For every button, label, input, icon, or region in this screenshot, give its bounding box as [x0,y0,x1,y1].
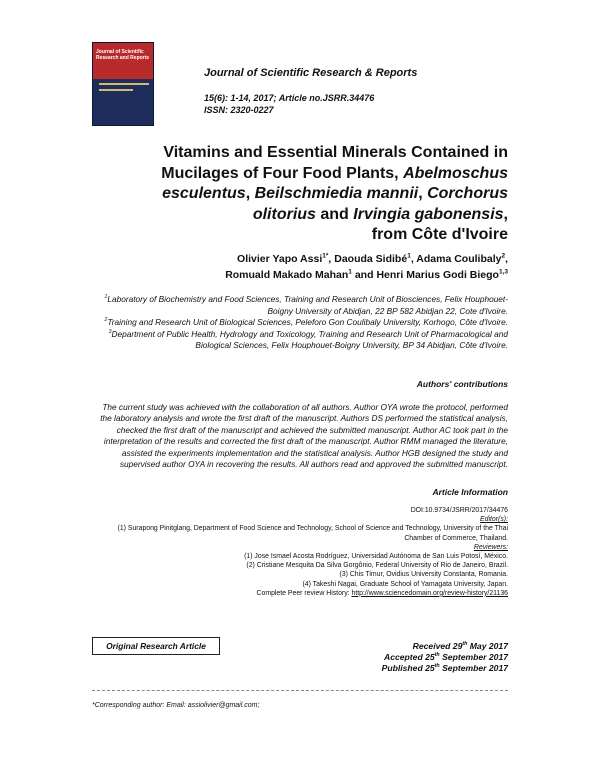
author-name: Romuald Makado Mahan [225,269,349,281]
affiliation [88,317,508,329]
title-line [88,205,508,226]
corresponding-author-footnote: *Corresponding author: Email: assiolivier@gmail.com; [92,702,260,709]
author-list [88,251,508,283]
title-species: olitorius [252,205,316,223]
title-text: , [245,185,255,202]
affiliation-text: Training and Research Unit of Biological Sciences, Peleforo Gon Coulibaly University, Korhogo, Côte d'Ivoire. [107,317,508,328]
accepted-date [300,652,508,663]
article-type-badge: Original Research Article [92,637,220,655]
date-text: Received 29 [412,641,463,651]
title-species: esculentus [162,185,246,202]
review-history [92,589,508,598]
reviewer: (4) Takeshi Nagai, Graduate School of Yamagata University, Japan. [302,580,508,588]
editor-label: Editor(s): [480,516,508,524]
affiliation-text: Laboratory of Biochemistry and Food Sciences, Training and Research Unit of Biosciences, Felix Houphouet-Boigny University of Abidjan, 22 BP 582 Abidjan 22, Cote d'Ivoire. [107,294,508,316]
author-affiliation-mark: 1* [322,252,329,260]
publication-dates [300,641,508,675]
review-history-label: Complete Peer review History: [256,589,352,597]
journal-name: Journal of Scientific Research & Reports [204,67,418,79]
issn: ISSN: 2320-0227 [204,105,274,115]
title-species: Abelmoschus [403,164,508,182]
author-affiliation-mark: 1 [348,268,352,276]
reviewers-label: Reviewers: [473,543,508,551]
author-affiliation-mark: 1 [407,252,411,260]
editor: (1) Surapong Pinitglang, Department of Food Science and Technology, School of Science and Technology, University of the Thai Chamber of Commerce, Thailand. [117,525,508,542]
affiliation-text: Department of Public Health, Hydrology and Toxicology, Training and Research Unit of Pharmacological and Biological Sciences, Felix Houphouet-Boigny University, BP 34 Abidjan, Côte d'Ivoire. [111,328,508,351]
affiliation [88,294,508,317]
title-line: from Côte d'Ivoire [371,226,508,243]
date-ordinal: th [462,641,468,648]
received-date [300,641,508,652]
date-text: Accepted 25 [384,652,435,663]
date-text: May 2017 [467,641,508,651]
published-date [300,663,508,674]
article-info [92,506,508,598]
journal-cover-image [92,42,154,126]
doi: DOI:10.9734/JSRR/2017/34476 [410,507,508,514]
separator: , [410,253,417,265]
reviewer: (2) Cristiane Mesquita Da Silva Gorgônio, Federal University of Rio de Janeiro, Brazil. [246,562,508,570]
title-text: , [503,205,508,223]
affiliation-mark: 1 [104,294,108,301]
title-line [88,184,508,205]
footnote-divider [92,690,508,691]
title-text: , [418,185,428,202]
author-affiliation-mark: 1,3 [498,268,508,276]
separator: and [351,269,377,281]
cover-divider [99,83,149,85]
cover-title: Journal of Scientific Research and Reports [96,49,150,61]
author-affiliation-mark: 2 [501,252,506,260]
cover-divider [99,89,133,91]
affiliation [88,329,508,352]
title-species: Corchorus [427,185,508,202]
journal-meta [204,92,374,116]
separator: , [328,253,335,265]
date-ordinal: th [434,652,440,659]
author-name: Henri Marius Godi Biego [376,269,499,281]
author-name: Daouda Sidibé [334,253,408,265]
title-text: and [315,205,354,223]
title-line: Vitamins and Essential Minerals Contained in [163,144,508,161]
author-name: Adama Coulibaly [416,253,502,265]
citation: 15(6): 1-14, 2017; Article no.JSRR.34476 [204,93,375,103]
title-line [88,164,508,185]
title-text: Mucilages of Four Food Plants, [161,164,404,182]
affiliation-mark: 2 [104,317,108,324]
affiliations [88,294,508,352]
date-text: September 2017 [439,663,508,674]
contributions-heading: Authors' contributions [416,379,508,389]
article-info-heading: Article Information [432,487,508,497]
separator: , [505,253,508,265]
paper-title [88,143,508,246]
title-species: Beilschmiedia mannii [254,185,419,202]
contributions-text: The current study was achieved with the collaboration of all authors. Author OYA wrote the protocol, performed the laboratory analysis and wrote the first draft of the manuscript. Authors DS performed the statistical analysis, checked the first draft of the manuscript and achieved the submitted manuscript. Author AC took part in the interpretation of the results and corrected the first draft of the manuscript. Author RMM managed the literature, assisted the experiments implementation and the statistical analysis. Author HGB designed the study and supervised author OYA in recovering the results. All authors read and approved the submitted manuscript. [100,402,508,470]
review-history-link[interactable]: http://www.sciencedomain.org/review-history/21136 [351,589,508,597]
date-ordinal: th [434,663,440,670]
author-line [88,267,508,283]
title-species: Irvingia gabonensis [353,205,504,223]
affiliation-mark: 3 [108,329,112,336]
reviewer: (1) Jose Ismael Acosta Rodríguez, Universidad Autónoma de San Luis Potosí, México. [244,553,508,561]
reviewer: (3) Chis Timur, Ovidius University Constanta, Romania. [339,571,508,579]
author-name: Olivier Yapo Assi [237,253,323,265]
date-text: Published 25 [381,663,435,674]
author-line [88,251,508,267]
date-text: September 2017 [439,652,508,663]
